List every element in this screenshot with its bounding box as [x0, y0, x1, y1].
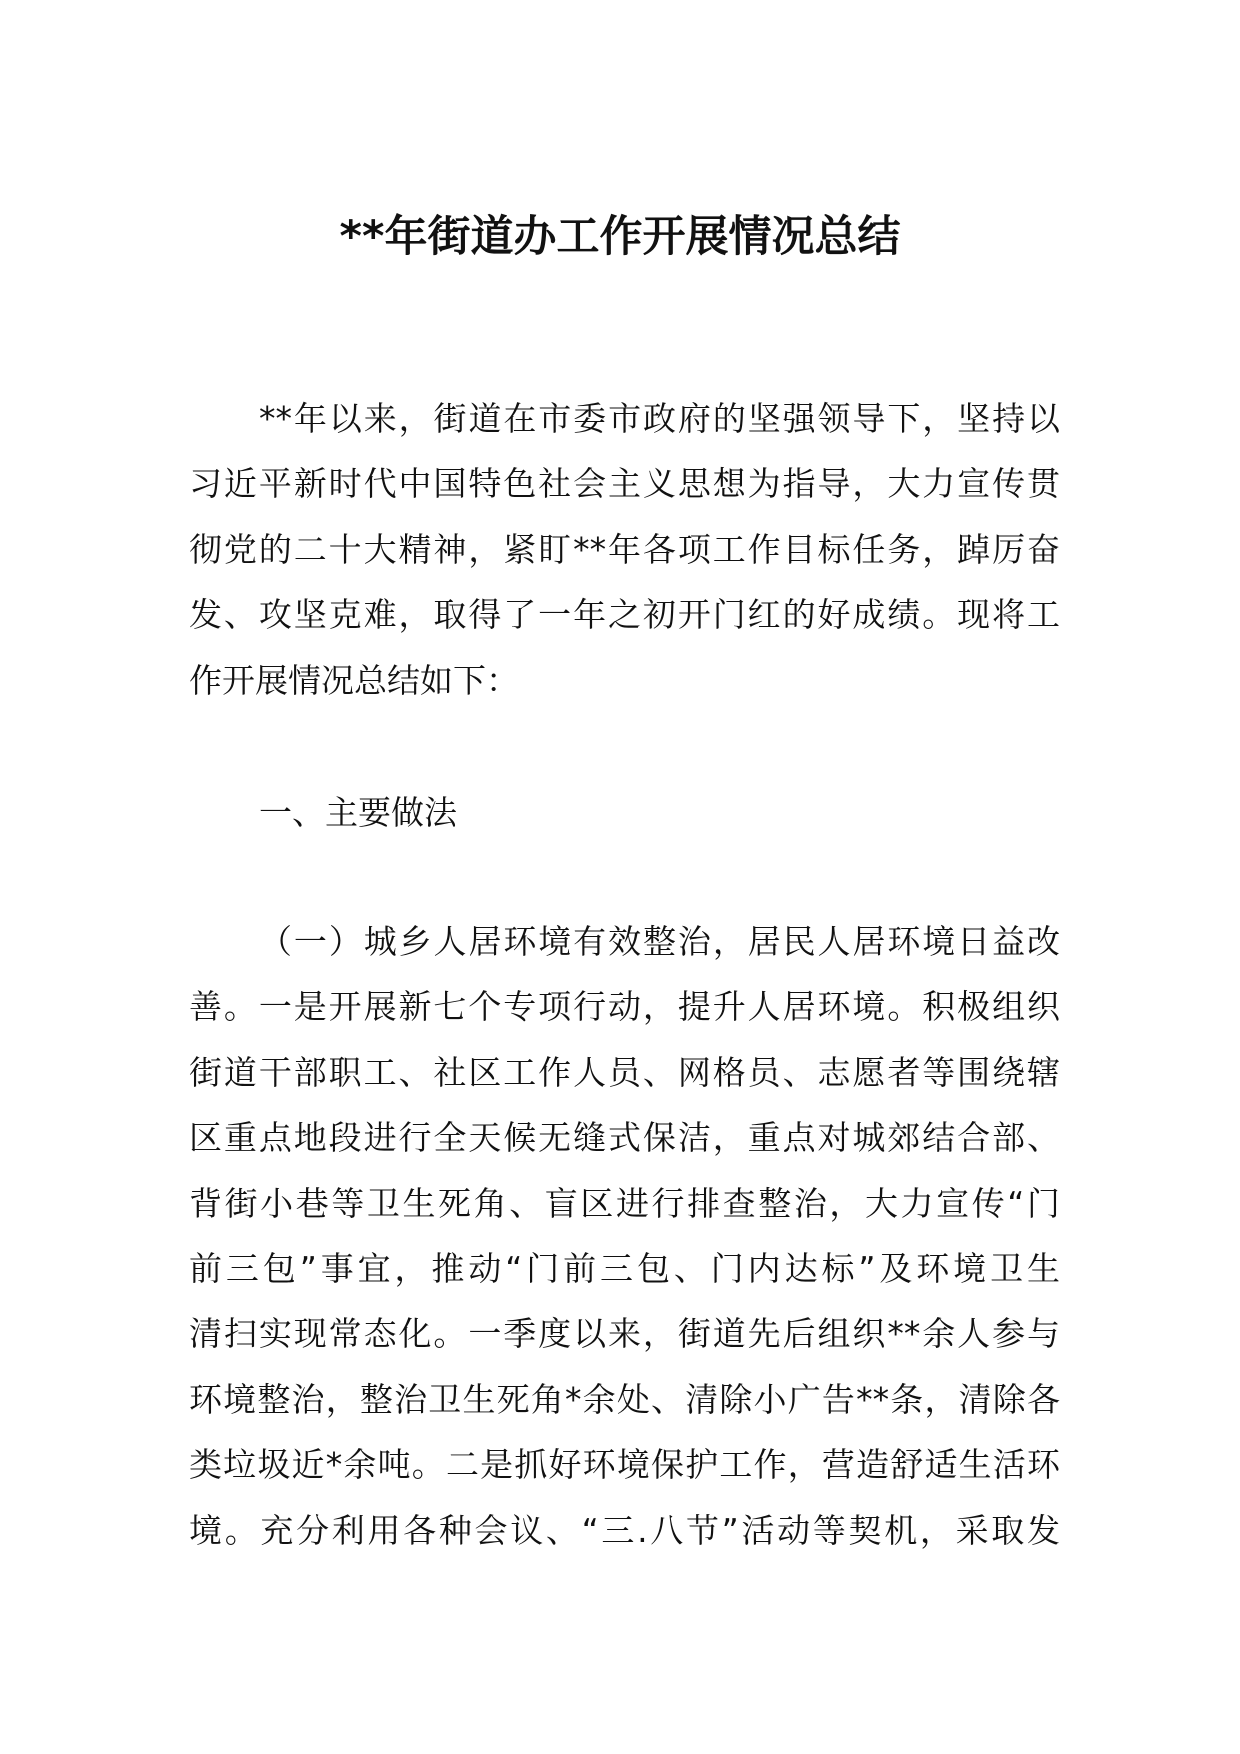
- text-line: （一）城乡人居环境有效整治，居民人居环境日益改: [259, 922, 1060, 961]
- intro-paragraph: [189, 386, 1060, 713]
- text-line: 街道干部职工、社区工作人员、网格员、志愿者等围绕辖: [189, 1052, 1060, 1092]
- text-line: 境。充分利用各种会议、“三.八节”活动等契机，采取发: [189, 1510, 1060, 1550]
- text-line: 区重点地段进行全天候无缝式保洁，重点对城郊结合部、: [189, 1118, 1060, 1158]
- section1-paragraph: [189, 909, 1060, 1563]
- text-line: 前三包”事宜，推动“门前三包、门内达标”及环境卫生: [189, 1248, 1060, 1288]
- text-line: **年以来，街道在市委市政府的坚强领导下，坚持以: [259, 399, 1060, 438]
- text-line: 习近平新时代中国特色社会主义思想为指导，大力宣传贯: [189, 464, 1060, 504]
- text-line: 清扫实现常态化。一季度以来，街道先后组织**余人参与: [189, 1314, 1060, 1354]
- text-line: 环境整治，整治卫生死角*余处、清除小广告**条，清除各: [189, 1379, 1060, 1419]
- text-line: 背街小巷等卫生死角、盲区进行排查整治，大力宣传“门: [189, 1183, 1060, 1223]
- text-line: 作开展情况总结如下：: [189, 660, 519, 700]
- text-line: 彻党的二十大精神，紧盯**年各项工作目标任务，踔厉奋: [189, 529, 1060, 569]
- text-line: 善。一是开展新七个专项行动，提升人居环境。积极组织: [189, 987, 1060, 1027]
- text-line: 类垃圾近*余吨。二是抓好环境保护工作，营造舒适生活环: [189, 1445, 1060, 1485]
- document-title: **年街道办工作开展情况总结: [339, 212, 901, 262]
- section-heading: 一、主要做法: [259, 793, 457, 832]
- text-line: 发、攻坚克难，取得了一年之初开门红的好成绩。现将工: [189, 595, 1060, 635]
